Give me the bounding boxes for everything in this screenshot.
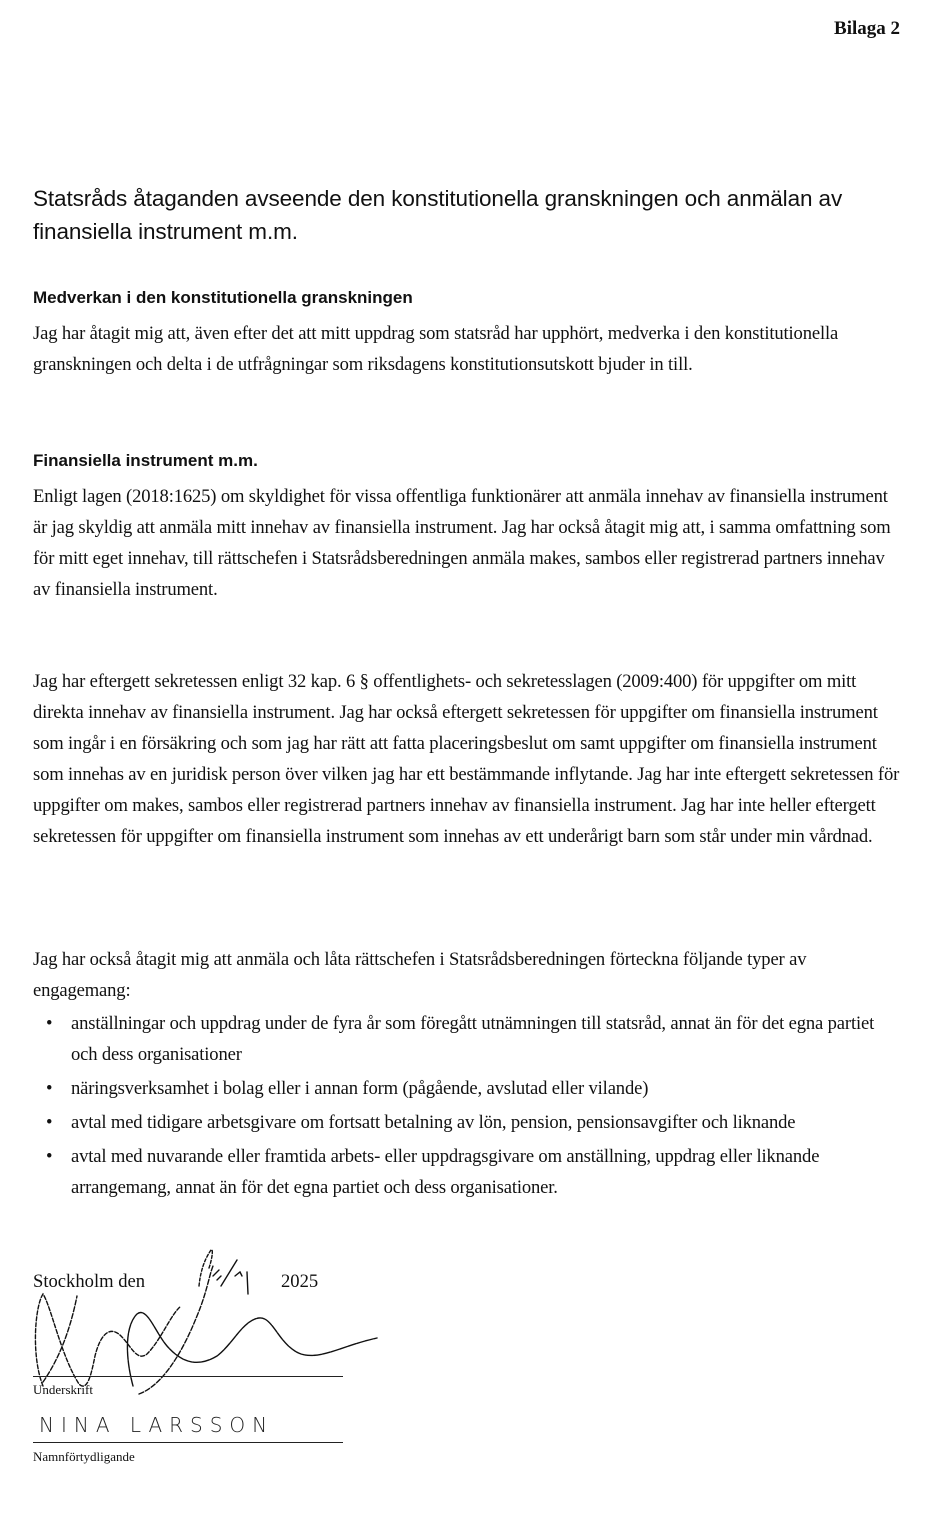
list-item-text: anställningar och uppdrag under de fyra år som föregått utnämningen till statsråd, annat än för det egna partiet och dess organisationer (71, 1013, 875, 1065)
handwritten-date-mark (213, 1270, 221, 1280)
bullet-icon: • (46, 1112, 53, 1133)
signature-block (33, 1266, 393, 1486)
date-year: 2025 (281, 1271, 319, 1292)
handwritten-date-mark (235, 1272, 242, 1276)
list-item (33, 1008, 903, 1070)
place-and-date (33, 1266, 319, 1297)
list-item (33, 1107, 903, 1138)
bullet-icon: • (46, 1078, 53, 1099)
list-item (33, 1073, 903, 1104)
paragraph-constitutional-review: Jag har åtagit mig att, även efter det att mitt uppdrag som statsråd har upphört, medverka i den konstitutionella granskningen och delta i de utfrågningar som riksdagens konstitutionsutskott bjuder in till. (33, 323, 839, 375)
list-item-text: näringsverksamhet i bolag eller i annan form (pågående, avslutad eller vilande) (71, 1078, 649, 1099)
section-heading-financial-instruments: Finansiella instrument m.m. (33, 451, 258, 470)
handwritten-date-mark (199, 1250, 212, 1286)
printed-name: NINA LARSSON (39, 1413, 275, 1437)
signature-stroke (35, 1294, 181, 1386)
paragraph-engagements-intro: Jag har också åtagit mig att anmäla och låta rättschefen i Statsrådsberedningen förteckna följande typer av engagemang: (33, 949, 807, 1001)
list-item (33, 1141, 903, 1203)
place-prefix: Stockholm den (33, 1271, 146, 1292)
handwritten-signature (21, 1236, 391, 1406)
bullet-icon: • (46, 1146, 53, 1167)
document-title: Statsråds åtaganden avseende den konstitutionella granskningen och anmälan av finansiella instrument m.m. (33, 186, 843, 244)
annex-label: Bilaga 2 (834, 18, 900, 39)
section-heading-constitutional-review: Medverkan i den konstitutionella granskningen (33, 288, 413, 307)
handwritten-date-mark (247, 1272, 248, 1294)
signature-stroke (127, 1313, 377, 1386)
name-caption: Namnförtydligande (33, 1449, 135, 1464)
signature-stroke (139, 1266, 213, 1394)
list-item-text: avtal med tidigare arbetsgivare om fortsatt betalning av lön, pension, pensionsavgifter och liknande (71, 1112, 796, 1133)
handwritten-date-mark (221, 1260, 237, 1286)
signature-caption: Underskrift (33, 1382, 93, 1397)
signature-line (33, 1376, 343, 1377)
engagements-list (33, 1008, 903, 1206)
list-item-text: avtal med nuvarande eller framtida arbets- eller uppdragsgivare om anställning, uppdrag eller liknande arrangemang, annat än för det egna partiet och dess organisationer. (71, 1146, 820, 1198)
bullet-icon: • (46, 1013, 53, 1034)
paragraph-secrecy-waiver: Jag har eftergett sekretessen enligt 32 kap. 6 § offentlighets- och sekretesslagen (2009:400) för uppgifter om mitt direkta innehav av finansiella instrument. Jag har också eftergett sekretessen för uppgifter om finansiella instrument som ingår i en försäkring och som jag har rätt att fatta placeringsbeslut om samt uppgifter om finansiella instrument som innehas av en juridisk person över vilken jag har ett bestämmande inflytande. Jag har inte eftergett sekretessen för uppgifter om makes, sambos eller registrerad partners innehav av finansiella instrument. Jag har inte heller eftergett sekretessen för uppgifter om finansiella instrument som innehas av ett underårigt barn som står under min vårdnad. (33, 671, 900, 847)
name-line (33, 1442, 343, 1443)
paragraph-financial-reporting: Enligt lagen (2018:1625) om skyldighet för vissa offentliga funktionärer att anmäla innehav av finansiella instrument är jag skyldig att anmäla mitt innehav av finansiella instrument. Jag har också åtagit mig att, i samma omfattning som för mitt eget innehav, till rättschefen i Statsrådsberedningen anmäla makes, sambos eller registrerad partners innehav av finansiella instrument. (33, 486, 891, 600)
signature-stroke (43, 1296, 77, 1382)
